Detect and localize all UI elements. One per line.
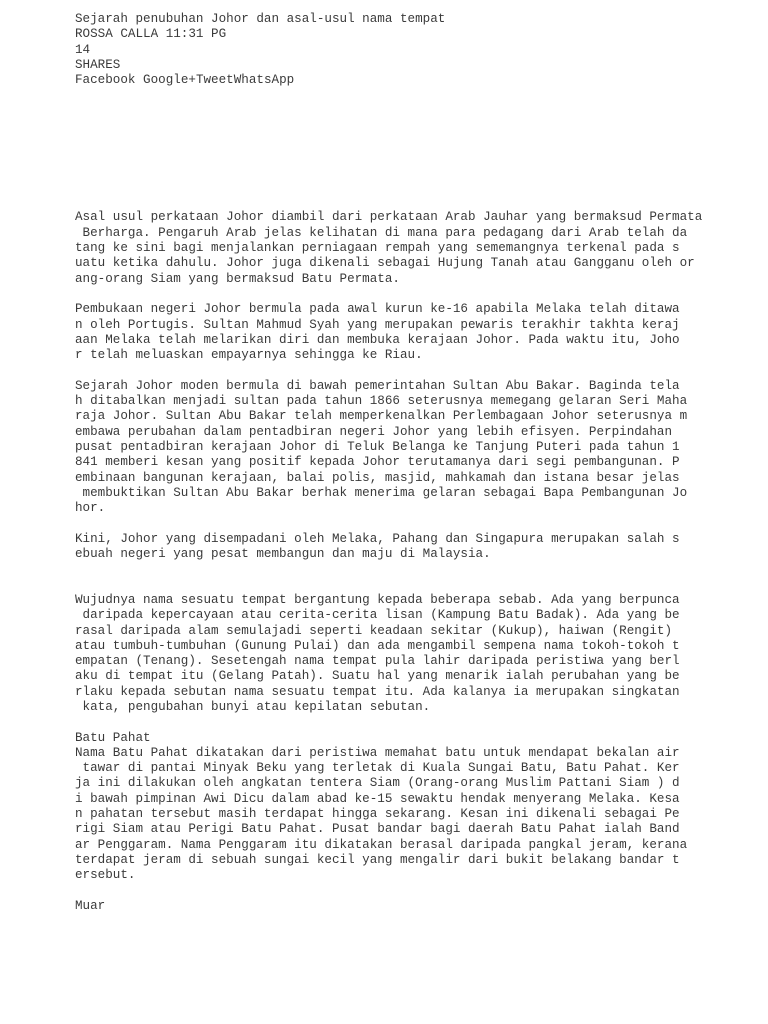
text-line: aan Melaka telah melarikan diri dan membuka kerajaan Johor. Pada waktu itu, Joho [75, 332, 680, 347]
paragraph-modern-johor [75, 379, 755, 517]
text-line: rigi Siam atau Perigi Batu Pahat. Pusat bandar bagi daerah Batu Pahat ialah Band [75, 822, 680, 837]
text-line: raja Johor. Sultan Abu Bakar telah memperkenalkan Perlembagaan Johor seterusnya m [75, 409, 688, 424]
text-line: Berharga. Pengaruh Arab jelas kelihatan di mana para pedagang dari Arab telah da [75, 225, 688, 240]
text-line: tang ke sini bagi menjalankan perniagaan rempah yang sememangnya terkenal pada s [75, 241, 680, 256]
text-line: Pembukaan negeri Johor bermula pada awal kurun ke-16 apabila Melaka telah ditawa [75, 302, 680, 317]
share-facebook-link[interactable]: Facebook [75, 73, 136, 88]
paragraph-place-names [75, 593, 755, 715]
paragraph-origin [75, 210, 755, 286]
share-whatsapp-link[interactable]: WhatsApp [233, 73, 295, 88]
text-line: pusat pentadbiran kerajaan Johor di Teluk Belanga ke Tanjung Puteri pada tahun 1 [75, 439, 680, 454]
text-line: n oleh Portugis. Sultan Mahmud Syah yang merupakan pewaris terakhir takhta keraj [75, 317, 680, 332]
share-bar [75, 73, 755, 88]
article-title: Sejarah penubuhan Johor dan asal-usul nama tempat [75, 12, 446, 26]
share-tweet-link[interactable]: Tweet [195, 73, 234, 88]
text-line: hor. [75, 501, 106, 516]
text-line: r telah meluaskan empayarnya sehingga ke Riau. [75, 348, 423, 363]
paragraph-batu-pahat [75, 746, 755, 884]
blank-image-area [75, 88, 755, 210]
text-line: aku di tempat itu (Gelang Patah). Suatu hal yang menarik ialah perubahan yang be [75, 669, 680, 684]
text-line: rasal daripada alam semulajadi seperti keadaan sekitar (Kukup), haiwan (Rengit) [75, 623, 673, 638]
text-line: ersebut. [75, 868, 136, 883]
text-line: ja ini dilakukan oleh angkatan tentera Siam (Orang-orang Muslim Pattani Siam ) d [75, 776, 680, 791]
text-line: Kini, Johor yang disempadani oleh Melaka, Pahang dan Singapura merupakan salah s [75, 531, 680, 546]
text-line: ebuah negeri yang pesat membangun dan maju di Malaysia. [75, 547, 491, 562]
text-line: uatu ketika dahulu. Johor juga dikenali sebagai Hujung Tanah atau Gangganu oleh or [75, 256, 695, 271]
text-line: i bawah pimpinan Awi Dicu dalam abad ke-15 sewaktu hendak menyerang Melaka. Kesa [75, 791, 680, 806]
section-heading-batu-pahat: Batu Pahat [75, 730, 151, 745]
text-line: h ditabalkan menjadi sultan pada tahun 1866 seterusnya memegang gelaran Seri Maha [75, 394, 688, 409]
share-count: 14 [75, 42, 91, 57]
text-line: ar Penggaram. Nama Penggaram itu dikatakan berasal daripada pangkal jeram, kerana [75, 837, 688, 852]
text-line: terdapat jeram di sebuah sungai kecil yang mengalir dari bukit belakang bandar t [75, 852, 680, 867]
text-line: empatan (Tenang). Sesetengah nama tempat pula lahir daripada peristiwa yang berl [75, 654, 680, 669]
paragraph-founding [75, 302, 755, 363]
text-line: daripada kepercayaan atau cerita-cerita lisan (Kampung Batu Badak). Ada yang be [75, 608, 680, 623]
text-line: Nama Batu Pahat dikatakan dari peristiwa memahat batu untuk mendapat bekalan air [75, 745, 680, 760]
text-line: kata, pengubahan bunyi atau kepilatan sebutan. [75, 699, 431, 714]
text-line: embinaan bangunan kerajaan, balai polis, masjid, mahkamah dan istana besar jelas [75, 470, 680, 485]
article-page [75, 12, 755, 914]
byline: ROSSA CALLA 11:31 PG [75, 27, 227, 42]
text-line: n pahatan tersebut masih terdapat hingga sekarang. Kesan ini dikenali sebagai Pe [75, 807, 680, 822]
paragraph-today [75, 532, 755, 563]
text-line: atau tumbuh-tumbuhan (Gunung Pulai) dan ada mengambil sempena nama tokoh-tokoh t [75, 638, 680, 653]
text-line: rlaku kepada sebutan nama sesuatu tempat itu. Ada kalanya ia merupakan singkatan [75, 684, 680, 699]
text-line: Sejarah Johor moden bermula di bawah pemerintahan Sultan Abu Bakar. Baginda tela [75, 378, 680, 393]
text-line: membuktikan Sultan Abu Bakar berhak menerima gelaran sebagai Bapa Pembangunan Jo [75, 485, 688, 500]
text-line: embawa perubahan dalam pentadbiran negeri Johor yang lebih efisyen. Perpindahan [75, 424, 673, 439]
text-line: tawar di pantai Minyak Beku yang terletak di Kuala Sungai Batu, Batu Pahat. Ker [75, 761, 680, 776]
section-heading-muar: Muar [75, 898, 106, 913]
text-line: ang-orang Siam yang bermaksud Batu Permata. [75, 271, 400, 286]
shares-label: SHARES [75, 57, 121, 72]
share-google-plus-link[interactable]: Google+ [143, 73, 196, 88]
text-line: Wujudnya nama sesuatu tempat bergantung kepada beberapa sebab. Ada yang berpunca [75, 592, 680, 607]
text-line: 841 memberi kesan yang positif kepada Johor terutamanya dari segi pembangunan. P [75, 455, 680, 470]
text-line: Asal usul perkataan Johor diambil dari perkataan Arab Jauhar yang bermaksud Permata [75, 210, 703, 225]
